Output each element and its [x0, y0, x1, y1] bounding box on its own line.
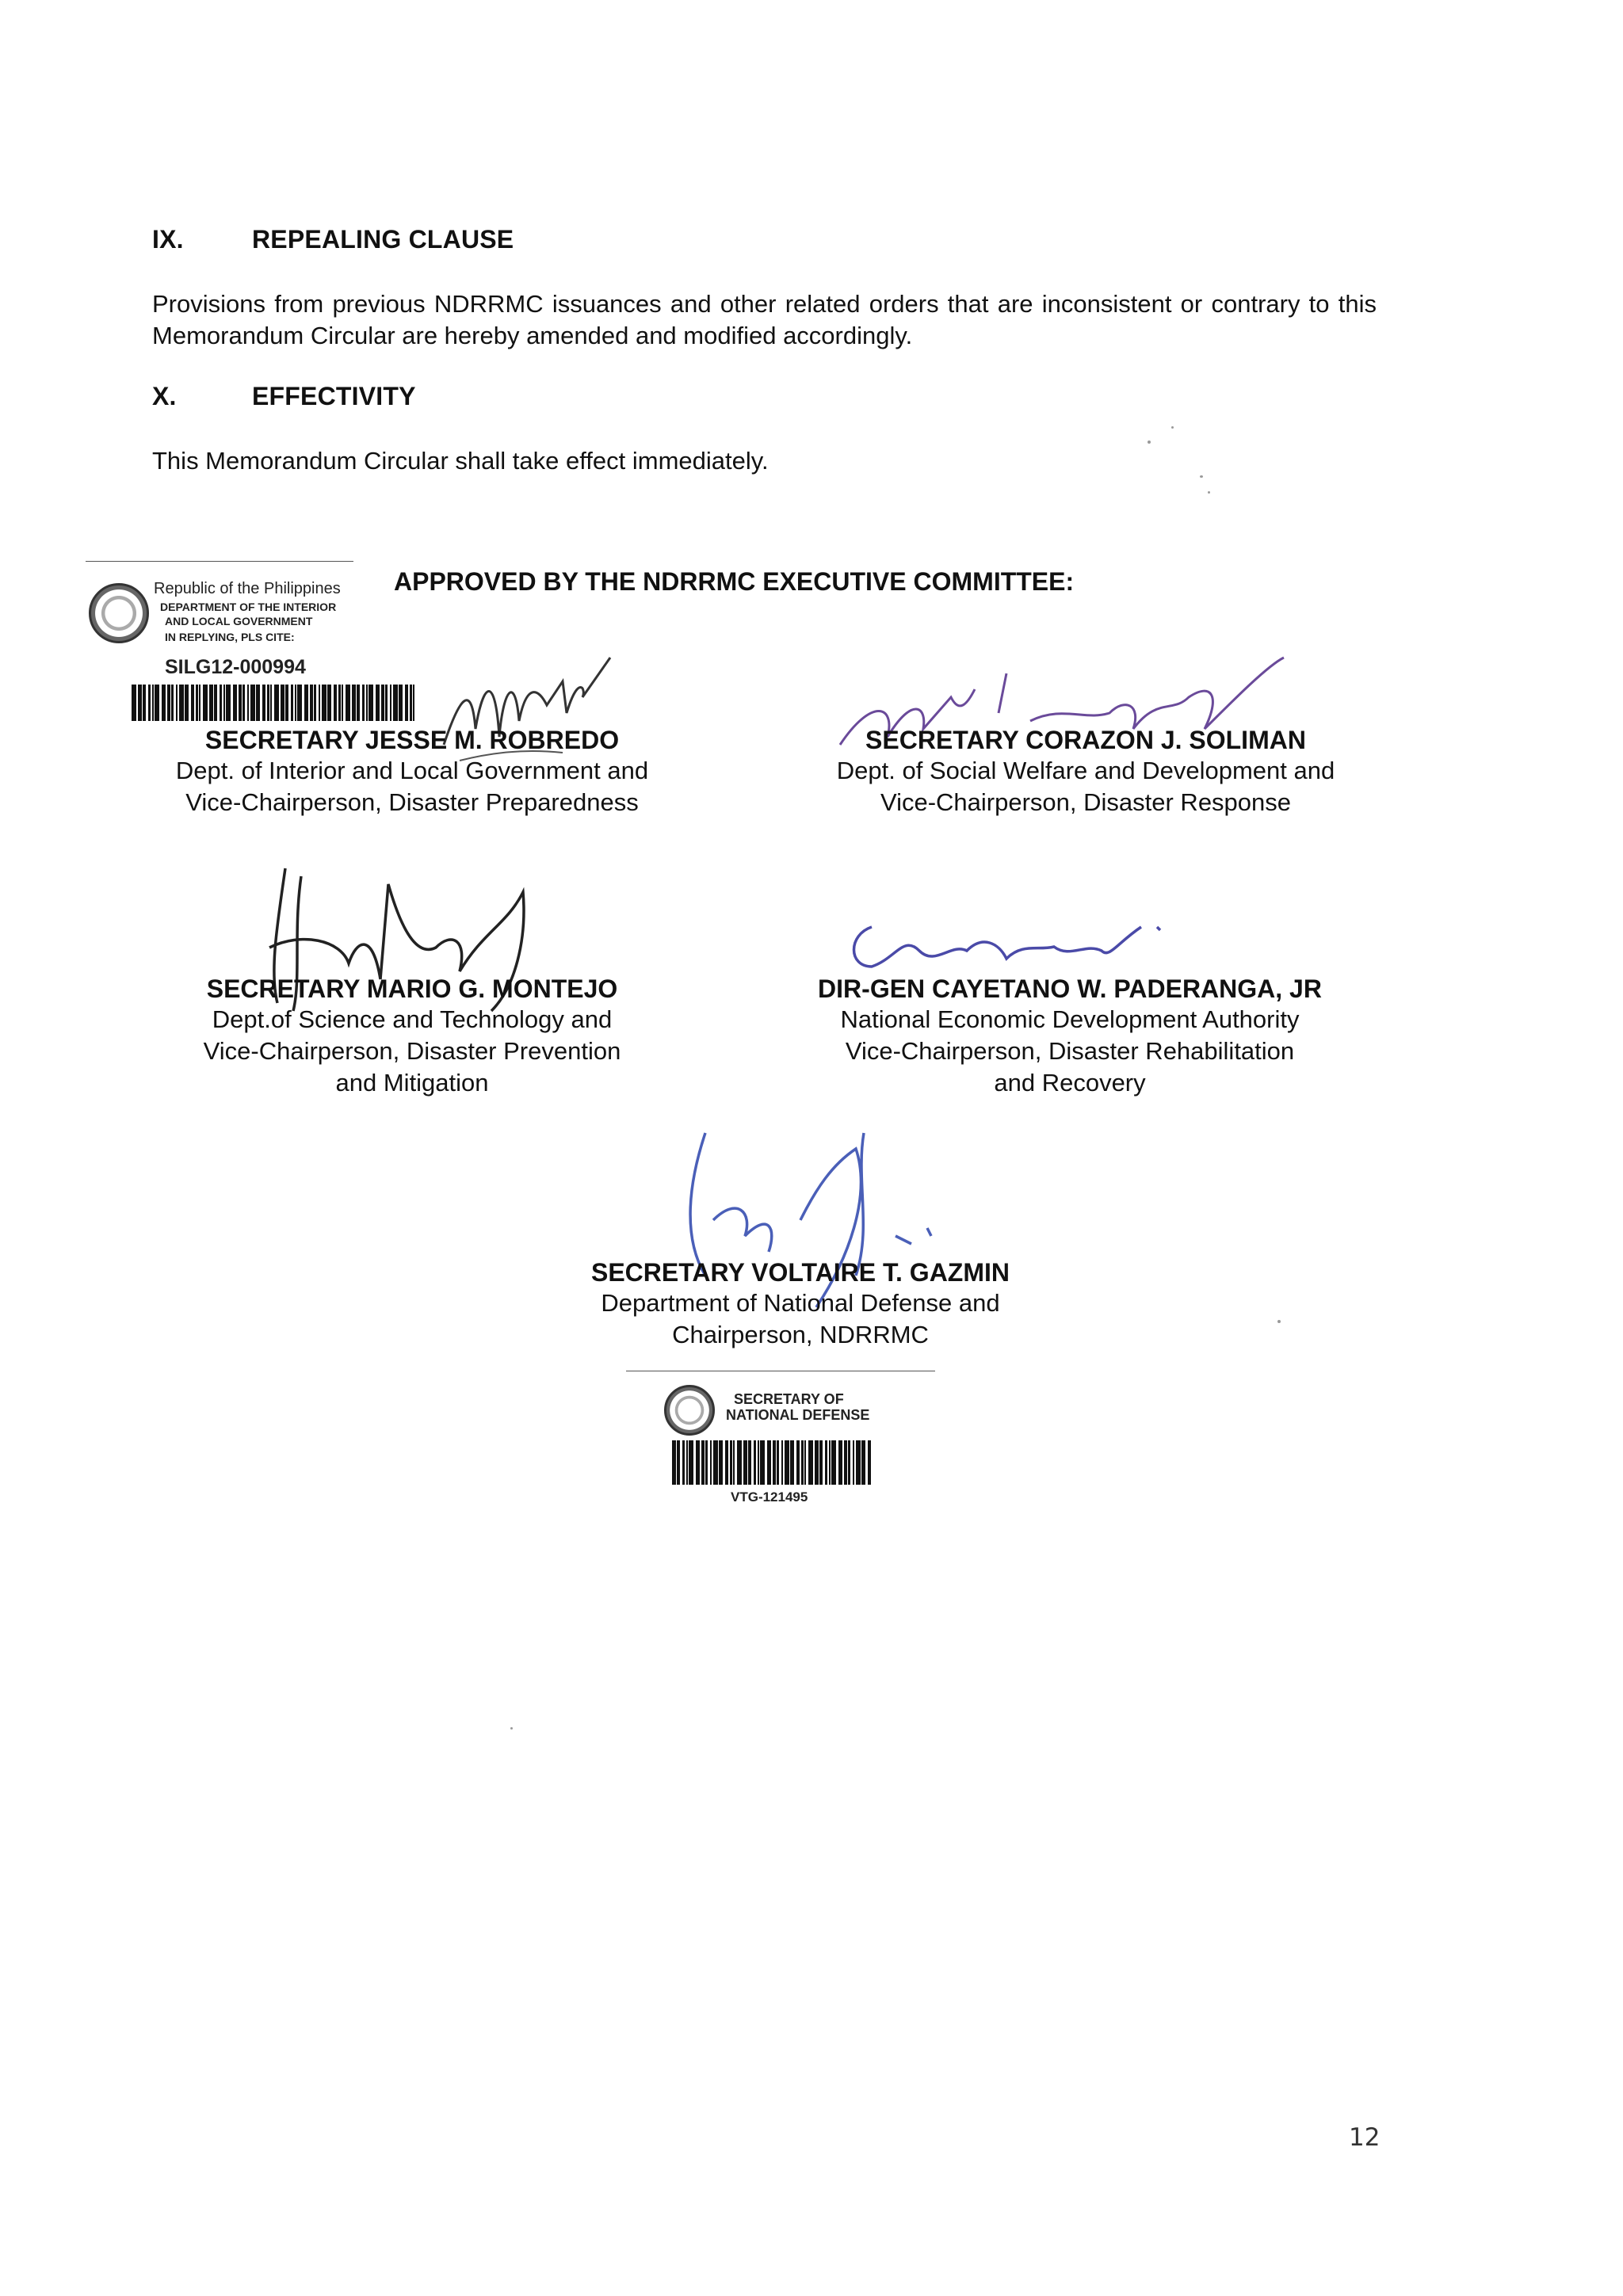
- barcode-bar: [226, 685, 231, 721]
- stamp-rule: [86, 561, 353, 562]
- barcode-bar: [291, 685, 293, 721]
- signatory-block: [761, 974, 1379, 1099]
- signatory-position: Dept.of Science and Technology and: [212, 1005, 613, 1033]
- barcode-bar: [138, 685, 142, 721]
- barcode: [672, 1440, 873, 1485]
- barcode-bar: [868, 1440, 871, 1485]
- barcode-bar: [696, 1440, 700, 1485]
- dnd-receiving-stamp: [626, 1363, 975, 1521]
- barcode-bar: [357, 685, 360, 721]
- section-number: IX.: [152, 225, 184, 254]
- barcode-bar: [405, 685, 408, 721]
- barcode-bar: [223, 685, 225, 721]
- barcode-bar: [334, 685, 337, 721]
- barcode-bar: [167, 685, 170, 721]
- barcode-bar: [256, 685, 260, 721]
- barcode-bar: [152, 685, 154, 721]
- barcode-bar: [686, 1440, 688, 1485]
- page-number: 12: [1349, 2123, 1381, 2152]
- barcode-bar: [410, 685, 412, 721]
- section-number: X.: [152, 382, 177, 410]
- barcode-bar: [730, 1440, 732, 1485]
- barcode-bar: [754, 1440, 756, 1485]
- barcode-bar: [677, 1440, 680, 1485]
- section-heading-x: [0, 382, 1623, 414]
- signatory-block: [491, 1258, 1109, 1351]
- barcode-bar: [310, 685, 313, 721]
- signatory-position: National Economic Development Authority: [840, 1005, 1300, 1033]
- barcode-bar: [342, 685, 343, 721]
- stamp-reference-code: SILG12-000994: [165, 656, 306, 678]
- barcode-bar: [362, 685, 365, 721]
- barcode-bar: [725, 1440, 728, 1485]
- stamp-reference-code: VTG-121495: [731, 1489, 808, 1505]
- barcode-bar: [203, 685, 208, 721]
- barcode-bar: [758, 1440, 759, 1485]
- barcode-bar: [733, 1440, 735, 1485]
- barcode-bar: [796, 1440, 800, 1485]
- barcode-bar: [819, 1440, 823, 1485]
- barcode-bar: [270, 685, 272, 721]
- signatory-name: SECRETARY JESSE M. ROBREDO: [204, 726, 620, 754]
- barcode-bar: [155, 685, 159, 721]
- signatory-position: Vice-Chairperson, Disaster Preparedness: [185, 788, 639, 816]
- barcode-bar: [295, 685, 296, 721]
- barcode-bar: [689, 1440, 693, 1485]
- stamp-line: DEPARTMENT OF THE INTERIOR: [160, 601, 337, 613]
- barcode-bar: [848, 1440, 850, 1485]
- repealing-clause-text: Provisions from previous NDRRMC issuances and other related orders that are inconsistent or contrary to this Memorandum Circular are hereby amended and modified accordingly.: [152, 290, 1377, 349]
- barcode-bar: [719, 1440, 723, 1485]
- barcode-bar: [220, 685, 222, 721]
- dnd-seal-icon: [664, 1385, 715, 1436]
- signatory-position: Dept. of Interior and Local Government and: [175, 757, 649, 784]
- barcode-bar: [705, 1440, 708, 1485]
- barcode-bar: [233, 685, 237, 721]
- barcode: [132, 685, 422, 721]
- barcode-bar: [304, 685, 308, 721]
- barcode-bar: [853, 1440, 854, 1485]
- section-heading-ix: [0, 225, 1623, 257]
- barcode-bar: [185, 685, 189, 721]
- barcode-bar: [808, 1440, 813, 1485]
- barcode-bar: [285, 685, 288, 721]
- barcode-bar: [672, 1440, 676, 1485]
- barcode-bar: [214, 685, 217, 721]
- barcode-bar: [399, 685, 403, 721]
- barcode-bar: [132, 685, 136, 721]
- dilg-seal-icon: [89, 583, 149, 643]
- barcode-bar: [242, 685, 245, 721]
- barcode-bar: [179, 685, 184, 721]
- scan-speck: [1277, 1320, 1281, 1323]
- barcode-bar: [369, 685, 373, 721]
- barcode-bar: [366, 685, 368, 721]
- signatory-position: Dept. of Social Welfare and Development and: [836, 757, 1335, 784]
- stamp-line: Republic of the Philippines: [154, 580, 341, 597]
- barcode-bar: [199, 685, 200, 721]
- barcode-bar: [381, 685, 384, 721]
- barcode-bar: [319, 685, 320, 721]
- barcode-bar: [196, 685, 198, 721]
- barcode-bar: [748, 1440, 751, 1485]
- barcode-bar: [682, 1440, 685, 1485]
- barcode-bar: [148, 685, 151, 721]
- barcode-bar: [262, 685, 265, 721]
- barcode-bar: [267, 685, 269, 721]
- barcode-bar: [781, 1440, 783, 1485]
- barcode-bar: [825, 1440, 827, 1485]
- barcode-bar: [829, 1440, 831, 1485]
- barcode-bar: [815, 1440, 819, 1485]
- barcode-bar: [327, 685, 331, 721]
- barcode-bar: [171, 685, 174, 721]
- barcode-bar: [281, 685, 285, 721]
- stamp-line: AND LOCAL GOVERNMENT: [165, 615, 313, 627]
- barcode-bar: [856, 1440, 861, 1485]
- stamp-line: NATIONAL DEFENSE: [726, 1407, 870, 1423]
- signatory-block: [785, 726, 1387, 818]
- barcode-bar: [777, 1440, 779, 1485]
- scan-speck: [1208, 491, 1210, 494]
- barcode-bar: [861, 1440, 865, 1485]
- barcode-bar: [274, 685, 279, 721]
- section-title: EFFECTIVITY: [252, 382, 416, 410]
- barcode-bar: [801, 1440, 804, 1485]
- signatory-name: SECRETARY CORAZON J. SOLIMAN: [865, 726, 1306, 754]
- barcode-bar: [176, 685, 178, 721]
- signatory-name: SECRETARY MARIO G. MONTEJO: [206, 974, 618, 1003]
- barcode-bar: [338, 685, 341, 721]
- signatory-position: Department of National Defense and: [601, 1289, 1000, 1317]
- signatory-block: [119, 726, 705, 818]
- barcode-bar: [314, 685, 316, 721]
- signatory-name: SECRETARY VOLTAIRE T. GAZMIN: [590, 1258, 1010, 1287]
- barcode-bar: [239, 685, 242, 721]
- signatory-position: Chairperson, NDRRMC: [672, 1321, 929, 1348]
- barcode-bar: [297, 685, 302, 721]
- section-title: REPEALING CLAUSE: [252, 225, 514, 254]
- signatory-name: DIR-GEN CAYETANO W. PADERANGA, JR: [818, 974, 1322, 1003]
- barcode-bar: [767, 1440, 771, 1485]
- scan-speck: [510, 1727, 513, 1730]
- barcode-bar: [322, 685, 327, 721]
- barcode-bar: [844, 1440, 847, 1485]
- signatory-position: Vice-Chairperson, Disaster Rehabilitation: [845, 1037, 1295, 1065]
- barcode-bar: [790, 1440, 794, 1485]
- scan-speck: [1200, 475, 1203, 478]
- barcode-bar: [838, 1440, 842, 1485]
- barcode-bar: [743, 1440, 747, 1485]
- barcode-bar: [352, 685, 356, 721]
- barcode-bar: [785, 1440, 789, 1485]
- stamp-line: IN REPLYING, PLS CITE:: [165, 631, 295, 643]
- barcode-bar: [376, 685, 380, 721]
- barcode-bar: [143, 685, 146, 721]
- barcode-bar: [831, 1440, 836, 1485]
- barcode-bar: [250, 685, 255, 721]
- dilg-receiving-stamp: [82, 555, 384, 729]
- barcode-bar: [710, 1440, 712, 1485]
- signatory-block: [119, 974, 705, 1099]
- signatory-position: and Mitigation: [335, 1069, 489, 1097]
- barcode-bar: [760, 1440, 765, 1485]
- barcode-bar: [385, 685, 388, 721]
- barcode-bar: [773, 1440, 776, 1485]
- signatory-position: Vice-Chairperson, Disaster Response: [880, 788, 1292, 816]
- barcode-bar: [413, 685, 414, 721]
- barcode-bar: [701, 1440, 705, 1485]
- barcode-bar: [209, 685, 213, 721]
- barcode-bar: [162, 685, 166, 721]
- stamp-line: SECRETARY OF: [734, 1391, 844, 1407]
- barcode-bar: [346, 685, 350, 721]
- barcode-bar: [713, 1440, 718, 1485]
- scan-speck: [1148, 441, 1151, 444]
- barcode-bar: [247, 685, 249, 721]
- signatory-position: and Recovery: [994, 1069, 1146, 1097]
- scan-speck: [1171, 426, 1174, 429]
- barcode-bar: [393, 685, 398, 721]
- barcode-bar: [804, 1440, 806, 1485]
- barcode-bar: [737, 1440, 742, 1485]
- barcode-bar: [390, 685, 391, 721]
- barcode-bar: [191, 685, 194, 721]
- effectivity-text: This Memorandum Circular shall take effect immediately.: [152, 447, 769, 475]
- approval-heading: APPROVED BY THE NDRRMC EXECUTIVE COMMITTEE:: [394, 567, 1075, 596]
- signatory-position: Vice-Chairperson, Disaster Prevention: [203, 1037, 621, 1065]
